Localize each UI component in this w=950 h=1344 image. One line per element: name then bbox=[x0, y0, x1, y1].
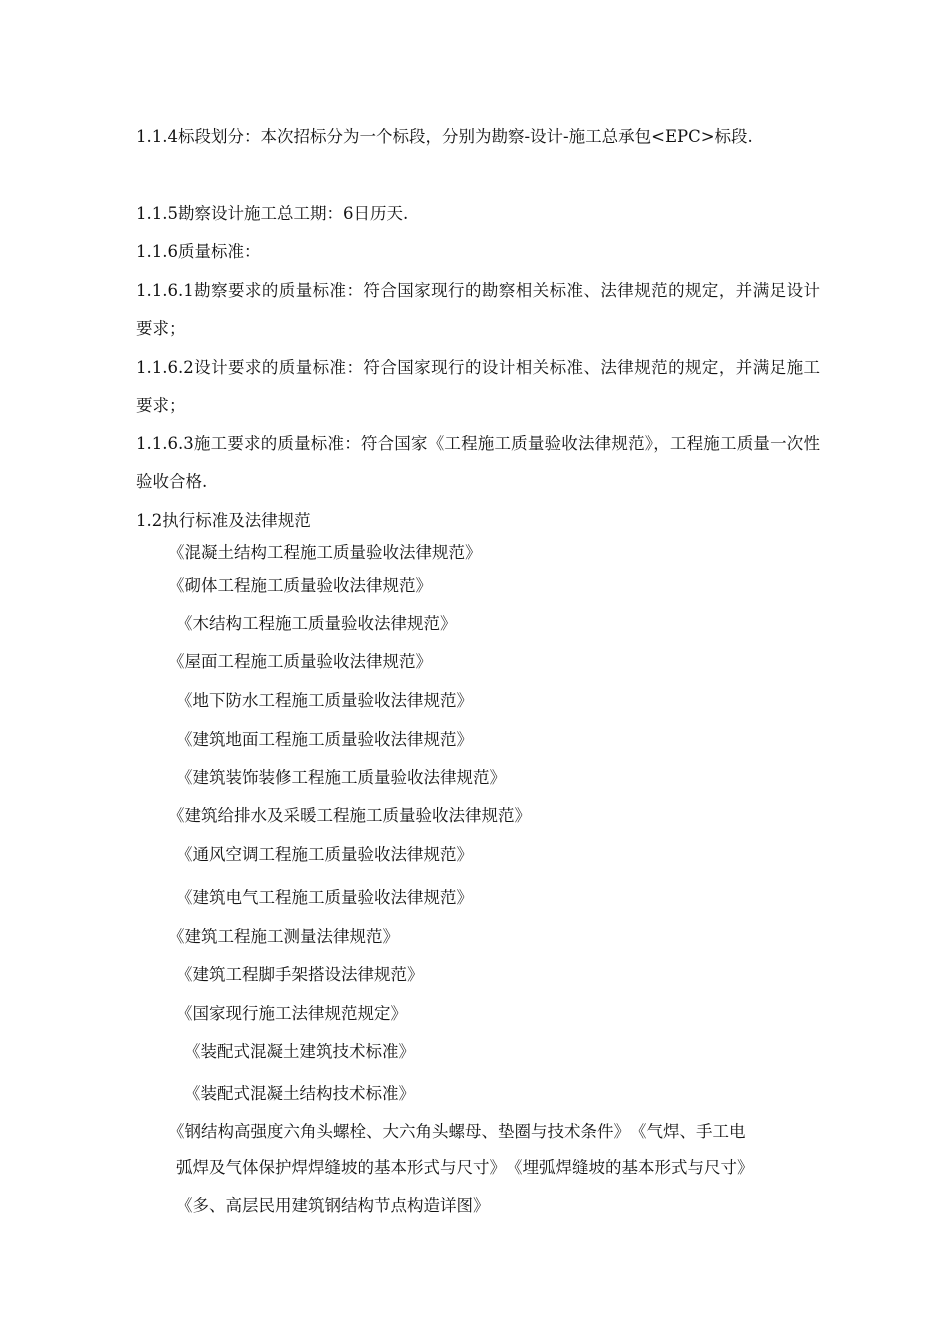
standard-block-line-1: 《钢结构高强度六角头螺栓、大六角头螺母、垫圈与技术条件》 《气焊、手工电 bbox=[168, 1122, 746, 1141]
paragraph-1-1-4: 1.1.4标段划分：本次招标分为一个标段，分别为勘察-设计-施工总承包<EPC>标段. bbox=[136, 127, 753, 146]
standard-item: 《地下防水工程施工质量验收法律规范》 bbox=[176, 691, 473, 710]
standard-item: 《装配式混凝土建筑技术标准》 bbox=[184, 1042, 415, 1061]
paragraph-1-1-6-1: 1.1.6.1勘察要求的质量标准：符合国家现行的勘察相关标准、法律规范的规定，并满足设计要求； bbox=[136, 281, 820, 338]
paragraph-1-1-6: 1.1.6质量标准： bbox=[136, 242, 261, 261]
standard-item: 《建筑工程脚手架搭设法律规范》 bbox=[176, 965, 424, 984]
standard-item: 《建筑给排水及采暖工程施工质量验收法律规范》 bbox=[168, 806, 531, 825]
standard-item: 《国家现行施工法律规范规定》 bbox=[176, 1004, 407, 1023]
standard-item: 《建筑工程施工测量法律规范》 bbox=[168, 927, 399, 946]
standard-item: 《装配式混凝土结构技术标准》 bbox=[184, 1084, 415, 1103]
standard-item: 《建筑地面工程施工质量验收法律规范》 bbox=[176, 730, 473, 749]
paragraph-1-1-6-2: 1.1.6.2设计要求的质量标准：符合国家现行的设计相关标准、法律规范的规定，并满足施工要求； bbox=[136, 358, 820, 415]
standard-item: 《砌体工程施工质量验收法律规范》 bbox=[168, 576, 432, 595]
standard-block-line-2: 弧焊及气体保护焊焊缝坡的基本形式与尺寸》 《埋弧焊缝坡的基本形式与尺寸》 bbox=[176, 1158, 754, 1177]
section-heading-1-2: 1.2执行标准及法律规范 bbox=[136, 511, 311, 530]
standard-item: 《通风空调工程施工质量验收法律规范》 bbox=[176, 845, 473, 864]
standard-block-line-3: 《多、高层民用建筑钢结构节点构造详图》 bbox=[176, 1196, 490, 1215]
paragraph-1-1-5: 1.1.5勘察设计施工总工期：6日历天. bbox=[136, 204, 409, 223]
standard-item: 《建筑装饰装修工程施工质量验收法律规范》 bbox=[176, 768, 506, 787]
paragraph-1-1-6-3: 1.1.6.3施工要求的质量标准：符合国家《工程施工质量验收法律规范》，工程施工质量一次性验收合格. bbox=[136, 434, 820, 491]
standard-item: 《木结构工程施工质量验收法律规范》 bbox=[176, 614, 457, 633]
standard-item: 《屋面工程施工质量验收法律规范》 bbox=[168, 652, 432, 671]
standard-item: 《建筑电气工程施工质量验收法律规范》 bbox=[176, 888, 473, 907]
standard-item: 《混凝土结构工程施工质量验收法律规范》 bbox=[168, 543, 482, 562]
